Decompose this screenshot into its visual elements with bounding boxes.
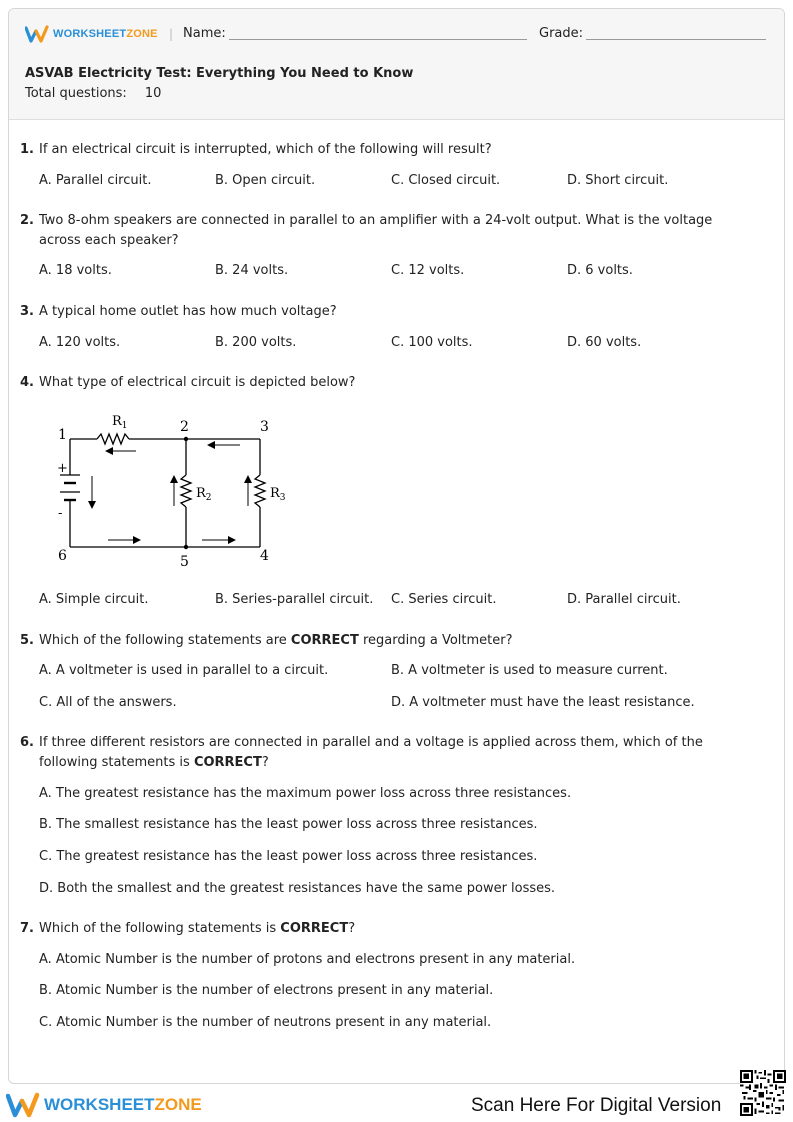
question-number: 2. (20, 213, 34, 228)
total-questions-value: 10 (144, 86, 162, 101)
worksheet-header (9, 9, 784, 120)
question-1-options (39, 173, 759, 188)
scan-prompt: Scan Here For Digital Version (471, 1095, 722, 1116)
question-2 (20, 211, 720, 251)
option-a[interactable]: A. Simple circuit. (39, 592, 149, 607)
option-c[interactable]: C. The greatest resistance has the least power loss across three resistances. (39, 849, 538, 864)
option-d[interactable]: D. 6 volts. (567, 263, 633, 278)
node-label: 3 (260, 419, 269, 435)
question-2-options (39, 263, 759, 278)
question-number: 4. (20, 375, 34, 390)
junction-dot (184, 545, 188, 549)
question-1 (20, 140, 760, 160)
resistor-label-r2: $R_2$ (196, 486, 212, 503)
option-b[interactable]: B. A voltmeter is used to measure current. (391, 663, 668, 678)
option-a[interactable]: A. 18 volts. (39, 263, 112, 278)
question-number: 7. (20, 921, 34, 936)
footer-brand-logo (6, 1092, 202, 1118)
battery (60, 470, 80, 516)
question-5-options-row-1 (39, 663, 759, 678)
question-3 (20, 302, 760, 322)
option-c[interactable]: C. 12 volts. (391, 263, 465, 278)
question-4 (20, 373, 760, 393)
junction-dot (184, 437, 188, 441)
resistor-r1 (97, 434, 129, 444)
resistor-r3 (255, 475, 265, 507)
total-questions-label: Total questions: (25, 86, 127, 101)
circuit-diagram (50, 408, 300, 573)
question-7 (20, 919, 760, 939)
grade-field[interactable] (586, 39, 766, 40)
option-d[interactable]: D. Both the smallest and the greatest resistances have the same power losses. (39, 881, 556, 896)
question-number: 5. (20, 633, 34, 648)
option-d[interactable]: D. Parallel circuit. (567, 592, 681, 607)
qr-code-icon[interactable] (740, 1070, 786, 1116)
node-label: 1 (58, 427, 67, 443)
header-divider: | (169, 27, 174, 41)
worksheet-title: ASVAB Electricity Test: Everything You Need to Know (25, 66, 414, 81)
question-text: If an electrical circuit is interrupted, which of the following will result? (39, 142, 492, 157)
option-c[interactable]: C. Atomic Number is the number of neutrons present in any material. (39, 1015, 492, 1030)
question-6 (20, 733, 720, 773)
option-d[interactable]: D. Short circuit. (567, 173, 669, 188)
question-text: A typical home outlet has how much voltage? (39, 304, 337, 319)
total-questions (25, 86, 161, 101)
brand-word-2: ZONE (126, 28, 158, 40)
page-footer (0, 1086, 793, 1122)
option-b[interactable]: B. Open circuit. (215, 173, 316, 188)
node-label: 4 (260, 548, 269, 564)
question-number: 6. (20, 735, 34, 750)
question-text: What type of electrical circuit is depicted below? (39, 375, 356, 390)
option-a[interactable]: A. The greatest resistance has the maximum power loss across three resistances. (39, 786, 572, 801)
option-d[interactable]: D. A voltmeter must have the least resistance. (391, 695, 695, 710)
question-text: Two 8-ohm speakers are connected in parallel to an amplifier with a 24-volt output. What is the voltage across each speaker? (39, 213, 713, 248)
logo-mark-icon (25, 25, 49, 43)
option-c[interactable]: C. Closed circuit. (391, 173, 501, 188)
logo-mark-icon (6, 1092, 40, 1118)
brand-word-2: ZONE (154, 1095, 202, 1114)
node-label: 6 (58, 548, 67, 564)
question-3-options (39, 335, 759, 350)
resistor-label-r3: $R_3$ (270, 486, 286, 503)
brand-word-1: WORKSHEET (53, 28, 127, 40)
question-text: Which of the following statements are CORRECT regarding a Voltmeter? (39, 633, 513, 648)
name-label: Name: (183, 26, 226, 41)
question-text: If three different resistors are connected in parallel and a voltage is applied across them, which of the following statements is CORRECT? (39, 735, 703, 770)
option-a[interactable]: A. Parallel circuit. (39, 173, 152, 188)
option-d[interactable]: D. 60 volts. (567, 335, 642, 350)
node-label: 5 (180, 554, 189, 570)
option-a[interactable]: A. Atomic Number is the number of protons and electrons present in any material. (39, 952, 576, 967)
brand-word-1: WORKSHEET (44, 1095, 155, 1114)
option-b[interactable]: B. Series-parallel circuit. (215, 592, 374, 607)
resistor-r2 (181, 475, 191, 507)
question-5-options-row-2 (39, 695, 759, 710)
option-c[interactable]: C. All of the answers. (39, 695, 177, 710)
question-text: Which of the following statements is CORRECT? (39, 921, 356, 936)
resistor-label-r1: $R_1$ (112, 414, 128, 431)
option-c[interactable]: C. 100 volts. (391, 335, 473, 350)
battery-minus-label: - (58, 506, 63, 521)
battery-plus-label: + (57, 461, 68, 476)
node-label: 2 (180, 419, 189, 435)
grade-label: Grade: (539, 26, 584, 41)
question-4-options (39, 592, 759, 607)
question-number: 3. (20, 304, 34, 319)
question-5 (20, 631, 760, 651)
question-number: 1. (20, 142, 34, 157)
option-b[interactable]: B. The smallest resistance has the least power loss across three resistances. (39, 817, 538, 832)
option-b[interactable]: B. 200 volts. (215, 335, 297, 350)
option-c[interactable]: C. Series circuit. (391, 592, 497, 607)
option-a[interactable]: A. 120 volts. (39, 335, 121, 350)
name-field[interactable] (229, 39, 527, 40)
brand-logo (25, 25, 158, 43)
option-b[interactable]: B. Atomic Number is the number of electrons present in any material. (39, 983, 494, 998)
option-a[interactable]: A. A voltmeter is used in parallel to a circuit. (39, 663, 329, 678)
option-b[interactable]: B. 24 volts. (215, 263, 289, 278)
